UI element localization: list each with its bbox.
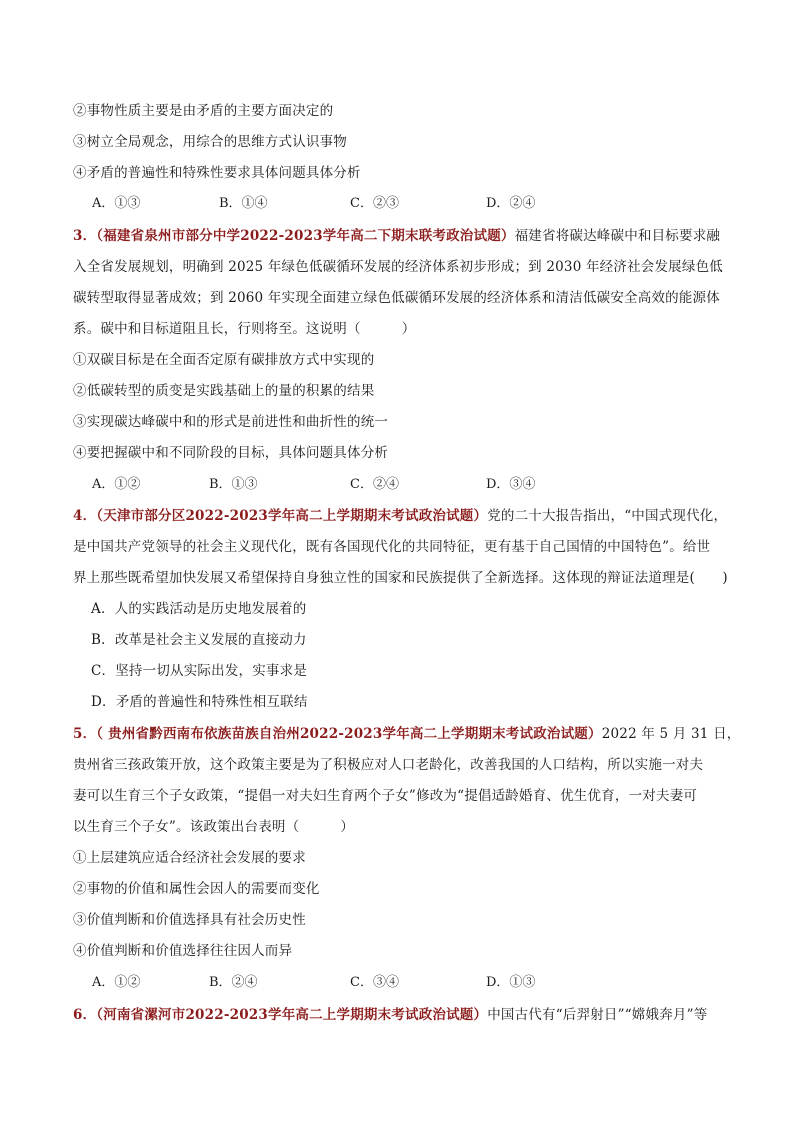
q5-stem-line-4: 以生育三个子女”。该政策出台表明（ ） (73, 819, 355, 835)
q5-statement-4: ④价值判断和价值选择往往因人而异 (73, 943, 293, 959)
q3-stem-line-4: 系。碳中和目标道阻且长，行则将至。这说明（ ） (73, 321, 416, 337)
q3-option-a: A．①② (92, 477, 141, 492)
q4-stem-line-2: 是中国共产党领导的社会主义现代化，既有各国现代化的共同特征，更有基于自己国情的中国特色”。给世 (73, 539, 711, 555)
q5-stem-line-1 (73, 724, 740, 744)
q5-stem-line-2: 贵州省三孩政策开放，这个政策主要是为了积极应对人口老龄化，改善我国的人口结构，所以实施一对夫 (73, 757, 704, 773)
q3-statement-1: ①双碳目标是在全面否定原有碳排放方式中实现的 (73, 352, 375, 368)
q6-source: （河南省漯河市2022-2023学年高二上学期期末考试政治试题） (96, 1007, 488, 1023)
q3-option-c: C．②④ (350, 477, 399, 492)
q3-number: 3． (73, 228, 97, 244)
q4-stem-text-1: 党的二十大报告指出，“中国式现代化， (487, 508, 728, 524)
q3-statement-3: ③实现碳达峰碳中和的形式是前进性和曲折性的统一 (73, 414, 389, 430)
q3-stem-text-1: 福建省将碳达峰碳中和目标要求融 (514, 228, 721, 244)
q5-number: 5． (73, 726, 97, 742)
q4-option-b: B．改革是社会主义发展的直接动力 (91, 632, 307, 648)
q5-stem-line-3: 妻可以生育三个子女政策，“提倡一对夫妇生育两个子女”修改为“提倡适龄婚育、优生优育，一对夫妻可 (73, 788, 698, 804)
q4-stem-line-1 (73, 506, 727, 526)
q2-option-a: A．①③ (92, 196, 141, 211)
q5-stem-text-1: 2022 年 5 月 31 日， (601, 726, 741, 742)
q3-stem-line-1 (73, 226, 720, 246)
q5-option-b: B．②④ (209, 975, 258, 990)
q6-number: 6． (73, 1007, 97, 1023)
q4-stem-line-3: 界上那些既希望加快发展又希望保持自身独立性的国家和民族提供了全新选择。这体现的辩证法道理是( ) (73, 570, 728, 586)
q5-statement-1: ①上层建筑应适合经济社会发展的要求 (73, 850, 306, 866)
q5-option-c: C．③④ (350, 975, 399, 990)
q3-stem-line-3: 碳转型取得显著成效；到 2060 年实现全面建立绿色低碳循环发展的经济体系和清洁低碳安全高效的能源体 (73, 290, 720, 306)
q2-statement-3: ③树立全局观念，用综合的思维方式认识事物 (73, 134, 347, 150)
q3-statement-4: ④要把握碳中和不同阶段的目标，具体问题具体分析 (73, 445, 389, 461)
q2-statement-2: ②事物性质主要是由矛盾的主要方面决定的 (73, 103, 334, 119)
q2-option-c: C．②③ (350, 196, 399, 211)
q6-stem-line-1 (73, 1005, 707, 1025)
q4-option-c: C．坚持一切从实际出发，实事求是 (91, 663, 308, 679)
q4-option-d: D．矛盾的普遍性和特殊性相互联结 (91, 694, 308, 710)
q3-option-b: B．①③ (209, 477, 258, 492)
q5-option-a: A．①② (92, 975, 141, 990)
q5-source: （ 贵州省黔西南布依族苗族自治州2022-2023学年高二上学期期末考试政治试题） (96, 726, 602, 742)
q5-statement-2: ②事物的价值和属性会因人的需要而变化 (73, 881, 320, 897)
q5-statement-3: ③价值判断和价值选择具有社会历史性 (73, 912, 306, 928)
q3-stem-line-2: 入全省发展规划，明确到 2025 年绿色低碳循环发展的经济体系初步形成；到 2030 年经济社会发展绿色低 (73, 259, 723, 275)
q3-source: （福建省泉州市部分中学2022-2023学年高二下期末联考政治试题） (96, 228, 515, 244)
q5-option-d: D．①③ (486, 975, 536, 990)
q6-stem-text-1: 中国古代有“后羿射日”“嫦娥奔月”等 (487, 1007, 708, 1023)
q2-statement-4: ④矛盾的普遍性和特殊性要求具体问题具体分析 (73, 165, 361, 181)
q3-option-d: D．③④ (486, 477, 536, 492)
q2-option-d: D．②④ (486, 196, 536, 211)
q4-source: （天津市部分区2022-2023学年高二上学期期末考试政治试题） (96, 508, 488, 524)
q2-option-b: B．①④ (219, 196, 268, 211)
q4-number: 4． (73, 508, 97, 524)
q3-statement-2: ②低碳转型的质变是实践基础上的量的积累的结果 (73, 383, 375, 399)
q4-option-a: A．人的实践活动是历史地发展着的 (91, 601, 307, 617)
